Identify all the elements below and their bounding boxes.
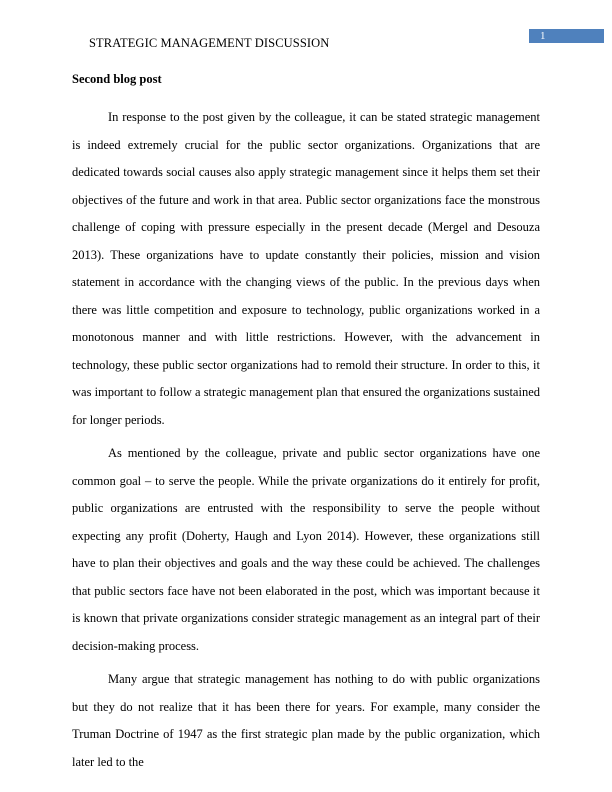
page-number: 1	[540, 30, 546, 42]
paragraph: Many argue that strategic management has nothing to do with public organizations but they do not realize that it has been there for years. For example, many consider the Truman Doctrine of 1947 as the first strategic plan made by the public organization, which later led to the	[72, 672, 540, 769]
page-number-box	[529, 29, 604, 43]
running-head: STRATEGIC MANAGEMENT DISCUSSION	[89, 36, 330, 50]
paragraph: As mentioned by the colleague, private and public sector organizations have one common goal – to serve the people. While the private organizations do it entirely for profit, public organizations are entrusted with the responsibility to serve the people without expecting any profit (Doherty, Haugh and Lyon 2014). However, these organizations still have to plan their objectives and goals and the way these could be achieved. The challenges that public sectors face have not been elaborated in the post, which was important because it is known that private organizations consider strategic management as an integral part of their decision-making process.	[72, 446, 540, 653]
paragraph: In response to the post given by the colleague, it can be stated strategic management is indeed extremely crucial for the public sector organizations. Organizations that are dedicated towards social causes also apply strategic management since it helps them set their objectives of the future and work in that area. Public sector organizations face the monstrous challenge of coping with pressure especially in the present decade (Mergel and Desouza 2013). These organizations have to update constantly their policies, mission and vision statement in accordance with the changing views of the public. In the previous days when there was little competition and exposure to technology, public organizations worked in a monotonous manner and with little restrictions. However, with the advancement in technology, these public sector organizations had to remold their structure. In order to this, it was important to follow a strategic management plan that ensured the organizations sustained for longer periods.	[72, 110, 540, 427]
section-title: Second blog post	[72, 72, 162, 86]
document-body	[72, 71, 540, 782]
